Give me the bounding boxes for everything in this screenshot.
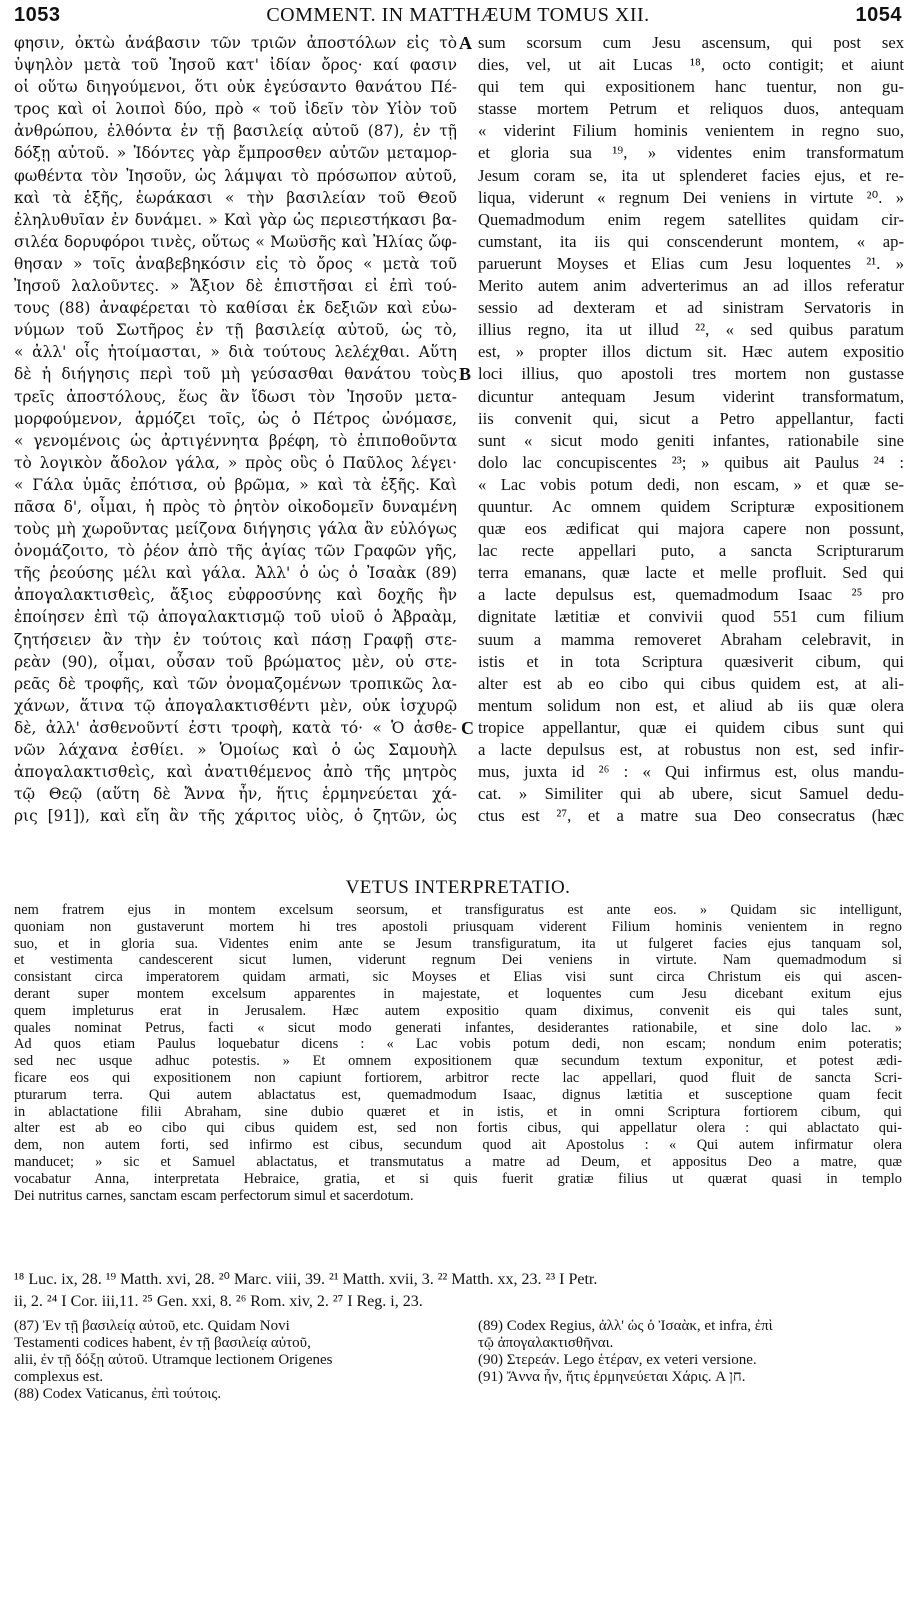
vetus-line: pturarum terra. Qui autem ablactatus est, quemadmodum Isaac, dignus lætitia et susceptione quam fecit — [14, 1086, 902, 1103]
latin-line: cumstant, ita iis qui conscenderunt montem, « ap- — [478, 231, 904, 251]
latin-line: illius regno, ita ut illud ²², « sed quibus paratum — [478, 320, 904, 340]
latin-line: loci illius, quo apostoli tres mortem non gustasse — [478, 364, 904, 384]
latin-line: Jesum coram se, ita ut splenderet facies ejus, et re- — [478, 165, 904, 185]
vetus-line: nem fratrem ejus in montem excelsum seorsum, et transfiguratus est ante eos. » Quidam sic intelligunt, — [14, 902, 902, 918]
latin-line: qui tem qui expositionem hanc tuentur, non gu- — [478, 77, 904, 97]
vetus-line: quales nominat Petrus, facti « sicut modo generati infantes, desiderantes rationabile, et sine dolo lac. » — [14, 1019, 902, 1036]
vetus-line: quem impleturus erat in Jerusalem. Hæc autem expositio quam diximus, convenit eis qui tales sunt, — [14, 1002, 902, 1019]
reference-line: ii, 2. ²⁴ I Cor. iii,11. ²⁵ Gen. xxi, 8. ²⁶ Rom. xiv, 2. ²⁷ I Reg. i, 23. — [14, 1293, 423, 1311]
vetus-line: consistant circa imperatorem quidam armati, sic Moyses et Elias visi sunt circa Christum eis qui ascen- — [14, 969, 902, 986]
greek-line: τῷ Θεῷ (αὕτη δὲ Ἄννα ἦν, ἥτις ἑρμηνεύεται χά- — [14, 785, 457, 804]
margin-marker-b: B — [459, 364, 472, 384]
greek-line: σιλέα δορυφόροι τινὲς, οὕτως « Μωϋσῆς καὶ Ἠλίας ὤφ- — [14, 232, 457, 251]
greek-line: Ἰησοῦ λαλοῦντες. » Ἄξιον δὲ ἐπιστῆσαι εἰ ἐπὶ τού- — [14, 277, 457, 296]
greek-line: δόξῃ αὐτοῦ. » Ἰδόντες γὰρ ἔμπροσθεν αὐτῶν μεταμορ- — [14, 144, 457, 163]
greek-line: τῆς ῥεούσης μέλι καὶ γάλα. Ἀλλ' ὁ ὡς ὁ Ἰσαὰκ (89) — [14, 564, 457, 583]
latin-line: « viderint Filium hominis venientem in regno suo, — [478, 121, 904, 141]
greek-line: τους (88) ἀναφέρεται τὸ καθίσαι ἐκ δεξιῶν καὶ εὐω- — [14, 299, 457, 318]
page-number-right: 1054 — [855, 4, 902, 26]
latin-line: mentum solidum non est, et aliud ab iis quæ olera — [478, 695, 904, 715]
vetus-line: suo, et in gloria sua. Videntes enim ante se Jesum transfiguratum, ita ut fulgeret facies ejus tanquam sol, — [14, 935, 902, 952]
latin-text-column — [478, 32, 904, 827]
greek-line: δὲ, ἀλλ' ἀσθενοῦντί ἐστι τροφὴ, κατὰ τό· « Ὁ ἀσθε- — [14, 718, 457, 737]
greek-line: φωθέντα τὸν Ἰησοῦν, ὡς λάμψαι τὸ πρόσωπον αὐτοῦ, — [14, 166, 457, 185]
greek-line: νύμων τοῦ Σωτῆρος ἐν τῇ βασιλείᾳ αὐτοῦ, ὡς τὸ, — [14, 321, 457, 340]
greek-line: τοὺς μὴ χωροῦντας μείζονα διήγησις γάλα ἂν εὐλόγως — [14, 520, 457, 539]
latin-line: sum scorsum cum Jesu ascensum, qui post sex — [478, 33, 904, 52]
vetus-line: alter est ab eo cibo qui cibus quidem est, sed non fortis cibus, qui appellatur olera : qui ablactato qui- — [14, 1120, 902, 1137]
vetus-interpretatio-heading: VETUS INTERPRETATIO. — [345, 877, 571, 898]
greek-line: ἐληλυθυῖαν ἐν δυνάμει. » Καὶ γὰρ ὡς περιεστήκασι βα- — [14, 210, 457, 229]
latin-line: suum a mamma removeret Abraham celebravit, in — [478, 629, 904, 649]
latin-line: Merito autem anim adverterimus an ad illos referatur — [478, 276, 904, 296]
greek-line: ρις [91]), καὶ εἴη ἂν τῆς χάριτος υἱὸς, ὁ ζητῶν, ὡς — [14, 807, 457, 826]
latin-line: dignitate lætitiæ et convivii quod 551 cum filium — [478, 607, 904, 627]
greek-line: καὶ τὰ ἑξῆς, ἑωράκασι « τὴν βασιλείαν τοῦ Θεοῦ — [14, 188, 457, 207]
latin-line: mus, juxta id ²⁶ : « Qui infirmus est, olus mandu- — [478, 762, 904, 782]
vetus-interpretatio-text — [14, 902, 902, 1204]
greek-line: ἀνθρώπου, ἐλθόντα ἐν τῇ βασιλείᾳ αὐτοῦ (87), ἐν τῇ — [14, 122, 457, 141]
latin-line: iis convenit qui, sicut a Petro appellantur, facti — [478, 408, 904, 428]
vetus-line: vocabatur Anna, interpretata Hebraice, gratia, et si quis fuerit gratiæ filius ut quærat quasi in templo — [14, 1170, 902, 1187]
vetus-line: manducet; » sic et Samuel ablactatus, et transmutatus a matre ad Deum, et appositus Deo a matre, quæ — [14, 1153, 902, 1170]
vetus-line: Dei nutritus carnes, sanctam escam perfectorum simul et sacerdotum. — [14, 1187, 414, 1204]
latin-line: alter est ab eo cibo qui cibus quidem est, at ali- — [478, 673, 904, 693]
latin-line: a lacte depulsus est, quemadmodum Isaac ²⁵ pro — [478, 585, 904, 605]
footnotes-left — [14, 1318, 452, 1403]
greek-line: ζητήσειεν ἂν τὴν ἐν τούτοις καὶ πάσῃ Γραφῇ στε- — [14, 630, 457, 649]
latin-line: tropice appellantur, quæ ei quidem cibus sunt qui — [478, 717, 904, 737]
footnote-line: τῷ ἀπογαλακτισθῆναι. — [478, 1335, 614, 1351]
greek-line: νῶν λάχανα ἐσθίει. » Ὁμοίως καὶ ὁ ὡς Σαμουὴλ — [14, 741, 457, 759]
greek-line: ρεᾶς δὲ τροφῆς, καὶ τῶν ὀνομαζομένων τροπικῶς λα- — [14, 674, 457, 693]
vetus-line: in ablactatione filii Abraham, sine dubio quæret et in istis, et in omni Scriptura fortiorem cibum, qui — [14, 1103, 902, 1120]
margin-marker-a: A — [459, 33, 472, 53]
footnote-line: (90) Στερεάν. Lego ἑτέραν, ex veteri versione. — [478, 1352, 757, 1368]
latin-line: paruerunt Moyses et Elias cum Jesu loquentes ²¹. » — [478, 253, 904, 273]
footnote-line: alii, ἐν τῇ δόξῃ αὐτοῦ. Utramque lectionem Origenes — [14, 1352, 333, 1368]
footnote-line: complexus est. — [14, 1369, 104, 1385]
footnote-line: (88) Codex Vaticanus, ἐπὶ τούτοις. — [14, 1386, 222, 1402]
reference-line: ¹⁸ Luc. ix, 28. ¹⁹ Matth. xvi, 28. ²⁰ Marc. viii, 39. ²¹ Matth. xvii, 3. ²² Matth. xx, 23. ²³ I Petr. — [14, 1271, 598, 1288]
latin-line: dies, vel, ut ait Lucas ¹⁸, octo contigit; et aiunt — [478, 55, 904, 75]
vetus-line: Ad quos etiam Paulus loquebatur dicens : « Lac vobis potum dedi, non escam; nondum enim poteratis; — [14, 1036, 902, 1053]
greek-line: ἀπογαλακτισθεὶς, καὶ ἀνατιθέμενος ἀπὸ τῆς μητρὸς — [14, 763, 457, 782]
vetus-line: sed nec usque adhuc potestis. » Et omnem expositionem quæ secundum textum exponitur, et potest ædi- — [14, 1053, 902, 1070]
latin-line: ctus est ²⁷, et a matre sua Deo consecratus (hæc — [478, 806, 904, 826]
footnote-line: (89) Codex Regius, ἀλλ' ὡς ὁ Ἰσαὰκ, et infra, ἐπὶ — [478, 1318, 773, 1334]
greek-line: « γενομένοις ὡς ἀρτιγέννητα βρέφη, τὸ ἐπιποθοῦντα — [14, 431, 457, 450]
greek-line: τὸ λογικὸν ἄδολον γάλα, » πρὸς οὓς ὁ Παῦλος λέγει· — [14, 453, 457, 472]
greek-line: μορφούμενον, ἁρμόζει τοῖς, ὡς ὁ Πέτρος ὠνόμασε, — [14, 409, 457, 428]
footnote-line: (91) Ἄννα ἦν, ἥτις ἑρμηνεύεται Χάρις. A חן. — [478, 1369, 746, 1385]
greek-line: χάνων, ἅτινα τῷ ἀπογαλακτισθέντι μὲν, οὐκ ἰσχυρῷ — [14, 696, 457, 715]
greek-line: δὲ ἡ διήγησις περὶ τοῦ μὴ γεύσασθαι θανάτου τοὺς — [14, 365, 457, 384]
greek-line: πᾶσα δ', οἶμαι, ἡ πρὸς τὸ ῥητὸν οἰκοδομεῖν δυναμένη — [14, 497, 457, 516]
latin-line: dicuntur antequam Jesum viderint transformatum, — [478, 386, 904, 406]
latin-line: istis et in tota Scriptura quæsiverit cibum, qui — [478, 651, 904, 671]
greek-line: τρος καὶ οἱ λοιποὶ δύο, πρὸ « τοῦ ἰδεῖν τὸν Υἱὸν τοῦ — [14, 100, 457, 119]
latin-line: stasse mortem Petrum et reliquos duos, antequam — [478, 99, 904, 119]
greek-line: ἀπογαλακτισθεὶς, ἄξιος εὐφροσύνης καὶ δοχῆς ἣν — [14, 586, 457, 605]
latin-line: a lacte depulsus est, at robustus non est, sed infir- — [478, 740, 904, 759]
greek-line: τρεῖς ἀποστόλους, ἕως ἂν ἴδωσι τὸν Ἰησοῦν μετα- — [14, 387, 457, 406]
vetus-line: ficare eos qui expositionem non capiunt fortiorem, arbitror recte lac appellari, quod fluit de sancta Scri- — [14, 1069, 902, 1086]
running-title: COMMENT. IN MATTHÆUM TOMUS XII. — [266, 4, 650, 26]
greek-line: ρεὰν (90), οἶμαι, οὖσαν τοῦ βρώματος μὲν, οὐ στε- — [14, 652, 457, 671]
footnote-line: (87) Ἐν τῇ βασιλείᾳ αὐτοῦ, etc. Quidam Novi — [14, 1318, 290, 1334]
latin-line: liqua, viderunt « regnum Dei veniens in virtute ²⁰. » — [478, 187, 904, 207]
latin-line: et gloria sua ¹⁹, » videntes enim transformatum — [478, 143, 904, 163]
latin-line: « Lac vobis potum dedi, non escam, » et quæ se- — [478, 474, 904, 494]
greek-line: θησαν » τοῖς ἀναβεβηκόσιν εἰς τὸ ὄρος « μετὰ τοῦ — [14, 254, 457, 273]
greek-line: οἱ οὕτω διηγούμενοι, ὅτι οὐκ ἐγεύσαντο θανάτου Πέ- — [14, 78, 457, 97]
page-number-left: 1053 — [14, 4, 61, 26]
vetus-line: dem, non autem forti, sed infirmo est cibus, secundum quod ait Apostolus : « Qui autem infirmatur olera — [14, 1137, 902, 1154]
greek-line: ἐποίησεν ἐπὶ τῷ ἀπογαλακτισμῷ τοῦ υἱοῦ ὁ Ἀβραὰμ, — [14, 608, 457, 627]
latin-line: sessio ad dexteram et ad sinistram Servatoris in — [478, 298, 904, 318]
greek-line: « Γάλα ὑμᾶς ἐπότισα, οὐ βρῶμα, » καὶ τὰ ἑξῆς. Καὶ — [14, 475, 457, 494]
latin-line: quæ eos ædificat qui majora capere non possunt, — [478, 519, 904, 539]
latin-line: terra emanans, quæ lacte et melle profluit. Sed qui — [478, 563, 904, 583]
latin-line: quuntur. Ac omnem quidem Scripturæ expositionem — [478, 496, 904, 516]
latin-line: cat. » Similiter qui ab ubere, sicut Samuel dedu- — [478, 784, 904, 804]
greek-text-column — [14, 32, 457, 827]
greek-line: « ἀλλ' οἷς ἡτοίμασται, » διὰ τούτους λελέχθαι. Αὕτη — [14, 343, 457, 362]
greek-line: ὀνομάζοιτο, τὸ ῥέον ἀπὸ τῆς ἁγίας τῶν Γραφῶν γῆς, — [14, 542, 457, 561]
vetus-line: quoniam non gustaverunt mortem hi tres apostoli priusquam viderent Filium hominis venientem in regno — [14, 918, 902, 935]
vetus-line: et vestimenta candescerent sicut lumen, viderunt regnum Dei veniens in virtute. Nam quemadmodum si — [14, 952, 902, 969]
greek-line: φησιν, ὀκτὼ ἀνάβασιν τῶν τριῶν ἀποστόλων εἰς τὸ — [14, 34, 457, 52]
latin-line: sunt « sicut modo geniti infantes, rationabile sine — [478, 430, 904, 450]
footnote-line: Testamenti codices habent, ἐν τῇ βασιλείᾳ αὐτοῦ, — [14, 1335, 311, 1351]
latin-line: Quemadmodum enim regem satellites quidam cir- — [478, 209, 904, 229]
page-header — [14, 4, 902, 26]
latin-line: dolo lac concupiscentes ²³; » quibus ait Paulus ²⁴ : — [478, 452, 904, 472]
greek-line: ὑψηλὸν μετὰ τοῦ Ἰησοῦ κατ' ἰδίαν ὄρος· καί φασιν — [14, 56, 457, 75]
scripture-references — [14, 1270, 902, 1314]
latin-line: est, » propter illos dictum sit. Hæc autem expositio — [478, 342, 904, 362]
vetus-line: derant super montem excelsum apparentes in majestate, et loquentes cum Jesu dicebant exitum ejus — [14, 985, 902, 1002]
footnotes-right — [478, 1318, 904, 1386]
margin-marker-c: C — [461, 718, 474, 738]
latin-line: lac recte appellari puto, a sancta Scripturarum — [478, 541, 904, 561]
